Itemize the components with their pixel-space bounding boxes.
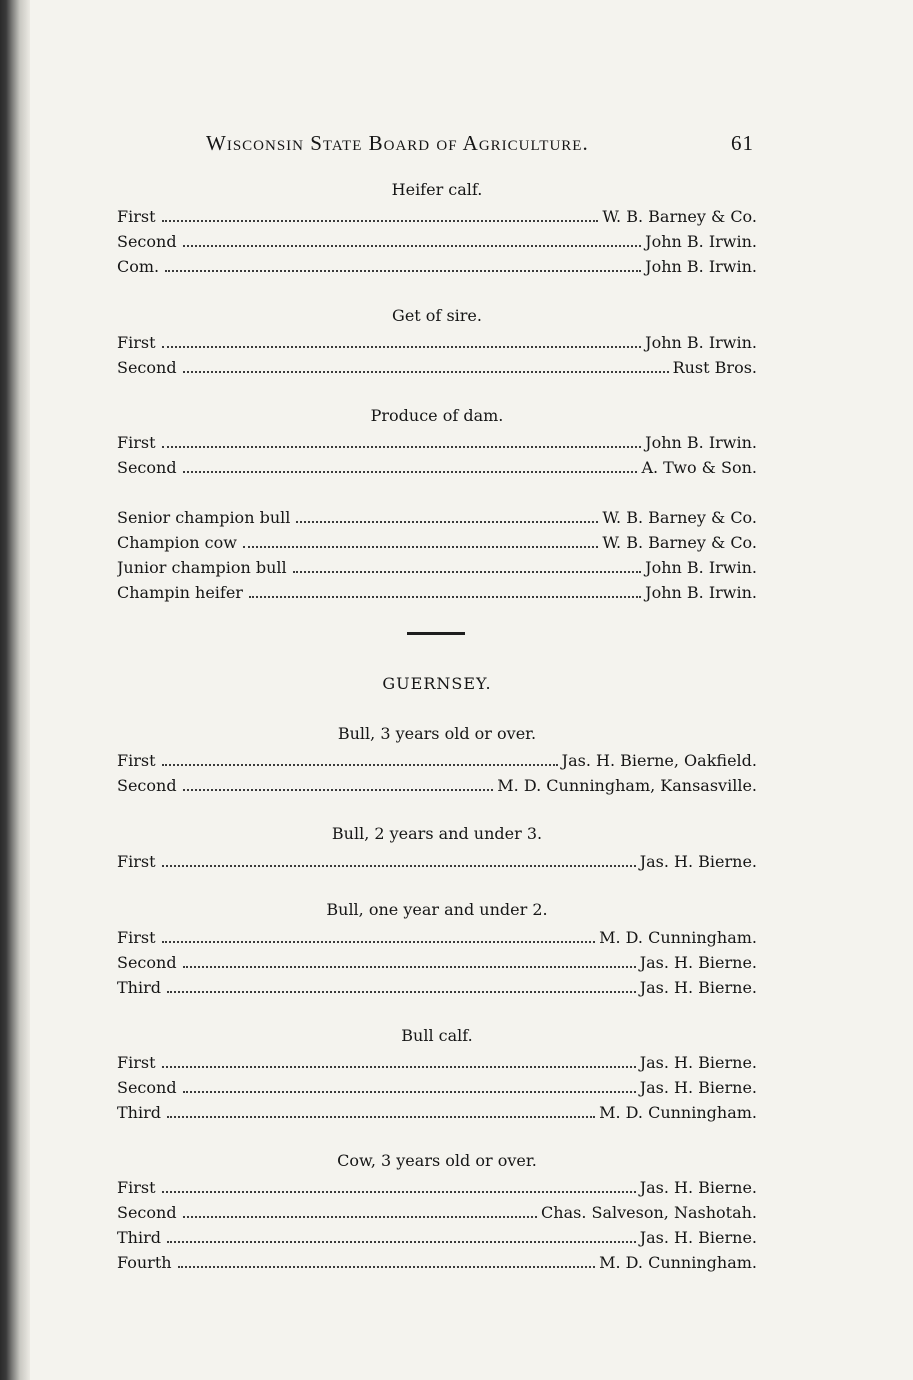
- award-row: [117, 580, 757, 602]
- exhibitor-name: M. D. Cunningham.: [599, 928, 757, 947]
- class-heading: Cow, 3 years old or over.: [337, 1151, 537, 1170]
- place-label: Com.: [117, 257, 160, 276]
- exhibitor-name: John B. Irwin.: [645, 232, 757, 251]
- dot-leader: [167, 1225, 636, 1243]
- dot-leader: [162, 925, 596, 943]
- place-label: Third: [117, 978, 161, 997]
- dot-leader: [162, 430, 642, 448]
- dot-leader: [296, 505, 598, 523]
- dot-leader: [183, 455, 638, 473]
- dot-leader: [249, 580, 641, 598]
- exhibitor-name: M. D. Cunningham.: [599, 1253, 757, 1272]
- place-label: First: [117, 751, 156, 770]
- page-number: 61: [731, 131, 754, 155]
- dot-leader: [162, 849, 636, 867]
- place-label: First: [117, 1178, 156, 1197]
- class-heading: Produce of dam.: [370, 406, 504, 425]
- place-label: Second: [117, 953, 177, 972]
- dot-leader: [183, 1075, 636, 1093]
- running-header: [206, 131, 754, 156]
- dot-leader: [167, 1100, 595, 1118]
- class-heading: Heifer calf.: [391, 180, 483, 199]
- exhibitor-name: Jas. H. Bierne.: [639, 953, 757, 972]
- award-row: [117, 530, 757, 552]
- place-label: First: [117, 433, 156, 452]
- award-row: [117, 455, 757, 477]
- section-title: GUERNSEY.: [382, 674, 492, 693]
- exhibitor-name: W. B. Barney & Co.: [602, 207, 757, 226]
- place-label: First: [117, 928, 156, 947]
- dot-leader: [178, 1250, 596, 1268]
- exhibitor-name: John B. Irwin.: [645, 333, 757, 352]
- class-heading: Bull, 2 years and under 3.: [331, 824, 543, 843]
- dot-leader: [183, 355, 669, 373]
- class-heading: Bull, 3 years old or over.: [337, 724, 537, 743]
- exhibitor-name: John B. Irwin.: [645, 583, 757, 602]
- dot-leader: [293, 555, 642, 573]
- dot-leader: [243, 530, 598, 548]
- running-title: Wisconsin State Board of Agriculture.: [206, 131, 589, 155]
- place-label: Champion cow: [117, 533, 237, 552]
- place-label: Second: [117, 358, 177, 377]
- place-label: Second: [117, 1078, 177, 1097]
- award-row: [117, 748, 757, 770]
- award-row: [117, 330, 757, 352]
- award-row: [117, 229, 757, 251]
- place-label: Second: [117, 458, 177, 477]
- exhibitor-name: M. D. Cunningham.: [599, 1103, 757, 1122]
- award-row: [117, 773, 757, 795]
- award-row: [117, 849, 757, 871]
- place-label: Third: [117, 1228, 161, 1247]
- exhibitor-name: Chas. Salveson, Nashotah.: [541, 1203, 757, 1222]
- class-heading: Get of sire.: [392, 306, 482, 325]
- place-label: Senior champion bull: [117, 508, 291, 527]
- exhibitor-name: John B. Irwin.: [645, 558, 757, 577]
- place-label: First: [117, 852, 156, 871]
- exhibitor-name: John B. Irwin.: [645, 433, 757, 452]
- exhibitor-name: Jas. H. Bierne.: [639, 1053, 757, 1072]
- dot-leader: [162, 748, 558, 766]
- award-row: [117, 1250, 757, 1272]
- class-heading: Bull, one year and under 2.: [326, 900, 548, 919]
- dot-leader: [183, 1200, 537, 1218]
- dot-leader: [167, 975, 636, 993]
- exhibitor-name: M. D. Cunningham, Kansasville.: [497, 776, 757, 795]
- exhibitor-name: Jas. H. Bierne.: [639, 1178, 757, 1197]
- place-label: Second: [117, 232, 177, 251]
- dot-leader: [162, 330, 642, 348]
- dot-leader: [162, 1175, 636, 1193]
- place-label: Junior champion bull: [117, 558, 287, 577]
- section-divider: [407, 632, 465, 635]
- place-label: Champin heifer: [117, 583, 243, 602]
- dot-leader: [183, 229, 642, 247]
- dot-leader: [162, 204, 599, 222]
- award-row: [117, 1225, 757, 1247]
- award-row: [117, 555, 757, 577]
- exhibitor-name: John B. Irwin.: [645, 257, 757, 276]
- place-label: First: [117, 333, 156, 352]
- exhibitor-name: Jas. H. Bierne.: [639, 1078, 757, 1097]
- dot-leader: [183, 773, 494, 791]
- exhibitor-name: Jas. H. Bierne, Oakfield.: [561, 751, 757, 770]
- award-row: [117, 1050, 757, 1072]
- place-label: First: [117, 207, 156, 226]
- award-row: [117, 430, 757, 452]
- exhibitor-name: W. B. Barney & Co.: [602, 508, 757, 527]
- place-label: Second: [117, 1203, 177, 1222]
- place-label: First: [117, 1053, 156, 1072]
- dot-leader: [183, 950, 636, 968]
- place-label: Fourth: [117, 1253, 172, 1272]
- award-row: [117, 975, 757, 997]
- place-label: Third: [117, 1103, 161, 1122]
- exhibitor-name: Jas. H. Bierne.: [639, 852, 757, 871]
- award-row: [117, 204, 757, 226]
- exhibitor-name: Jas. H. Bierne.: [639, 1228, 757, 1247]
- award-row: [117, 505, 757, 527]
- award-row: [117, 1100, 757, 1122]
- award-row: [117, 1175, 757, 1197]
- award-row: [117, 950, 757, 972]
- award-row: [117, 1200, 757, 1222]
- award-row: [117, 355, 757, 377]
- award-row: [117, 925, 757, 947]
- exhibitor-name: Jas. H. Bierne.: [639, 978, 757, 997]
- place-label: Second: [117, 776, 177, 795]
- dot-leader: [165, 254, 641, 272]
- award-row: [117, 1075, 757, 1097]
- class-heading: Bull calf.: [401, 1026, 473, 1045]
- exhibitor-name: W. B. Barney & Co.: [602, 533, 757, 552]
- dot-leader: [162, 1050, 636, 1068]
- exhibitor-name: A. Two & Son.: [641, 458, 757, 477]
- award-row: [117, 254, 757, 276]
- exhibitor-name: Rust Bros.: [672, 358, 757, 377]
